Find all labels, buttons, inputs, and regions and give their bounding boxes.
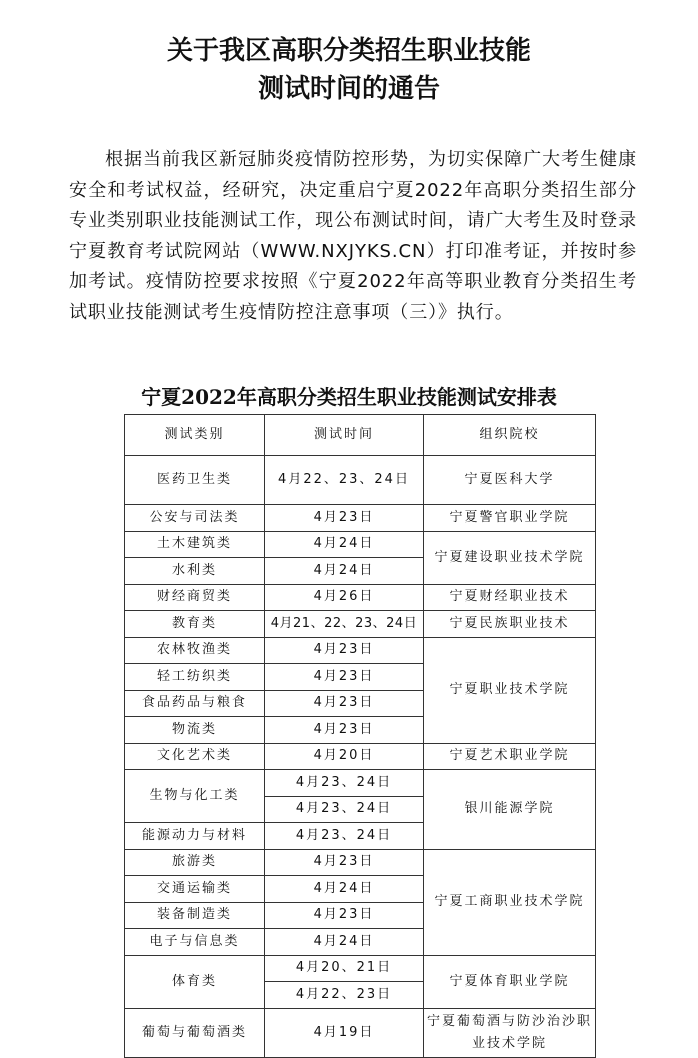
time-cell: 4月23日 [265,690,424,717]
category-cell: 土木建筑类 [125,531,265,558]
school-cell: 宁夏体育职业学院 [424,955,596,1008]
category-cell: 财经商贸类 [125,584,265,611]
category-cell: 电子与信息类 [125,929,265,956]
time-cell: 4月23、24日 [265,823,424,850]
category-cell: 食品药品与粮食 [125,690,265,717]
table-row [125,955,596,982]
school-cell: 宁夏民族职业技术 [424,611,596,638]
category-cell: 轻工纺织类 [125,664,265,691]
category-cell: 物流类 [125,717,265,744]
notice-title-line1: 关于我区高职分类招生职业技能 [166,36,531,66]
category-cell: 装备制造类 [125,902,265,929]
table-row [125,505,596,532]
header-category: 测试类别 [125,415,265,456]
category-cell: 文化艺术类 [125,743,265,770]
school-cell: 银川能源学院 [424,770,596,850]
time-cell: 4月20、21日 [265,955,424,982]
school-cell: 宁夏财经职业技术 [424,584,596,611]
category-cell: 生物与化工类 [125,770,265,823]
schedule-table [124,414,596,1058]
category-cell: 交通运输类 [125,876,265,903]
table-row [125,456,596,505]
category-cell: 葡萄与葡萄酒类 [125,1008,265,1057]
table-row [125,743,596,770]
category-cell: 公安与司法类 [125,505,265,532]
table-row [125,849,596,876]
time-cell: 4月23日 [265,664,424,691]
school-cell: 宁夏建设职业技术学院 [424,531,596,584]
time-cell: 4月23日 [265,902,424,929]
time-cell: 4月23、24日 [265,796,424,823]
table-row [125,584,596,611]
table-title: 宁夏2022年高职分类招生职业技能测试安排表 [141,385,557,409]
time-cell: 4月22、23日 [265,982,424,1009]
category-cell: 旅游类 [125,849,265,876]
category-cell: 能源动力与材料 [125,823,265,850]
time-cell: 4月21、22、23、24日 [265,611,424,638]
table-row [125,1008,596,1057]
header-time: 测试时间 [265,415,424,456]
category-cell: 医药卫生类 [125,456,265,505]
time-cell: 4月22、23、24日 [265,456,424,505]
school-cell: 宁夏工商职业技术学院 [424,849,596,955]
time-cell: 4月19日 [265,1008,424,1057]
notice-paragraph: 根据当前我区新冠肺炎疫情防控形势，为切实保障广大考生健康安全和考试权益，经研究，决定重启宁夏2022年高职分类招生部分专业类别职业技能测试工作，现公布测试时间，请广大考生及时登录宁夏教育考试院网站（WWW.NXJYKS.CN）打印准考证，并按时参加考试。疫情防控要求按照《宁夏2022年高等职业教育分类招生考试职业技能测试考生疫情防控注意事项（三）》执行。 [69,149,637,323]
school-cell: 宁夏医科大学 [424,456,596,505]
school-cell: 宁夏警官职业学院 [424,505,596,532]
table-row [125,770,596,797]
category-cell: 水利类 [125,558,265,585]
time-cell: 4月24日 [265,558,424,585]
time-cell: 4月23日 [265,717,424,744]
time-cell: 4月20日 [265,743,424,770]
category-cell: 农林牧渔类 [125,637,265,664]
table-row [125,637,596,664]
time-cell: 4月26日 [265,584,424,611]
time-cell: 4月23日 [265,849,424,876]
time-cell: 4月24日 [265,929,424,956]
category-cell: 体育类 [125,955,265,1008]
table-row [125,611,596,638]
time-cell: 4月23日 [265,505,424,532]
time-cell: 4月23、24日 [265,770,424,797]
time-cell: 4月23日 [265,637,424,664]
school-cell: 宁夏艺术职业学院 [424,743,596,770]
time-cell: 4月24日 [265,531,424,558]
header-school: 组织院校 [424,415,596,456]
school-cell: 宁夏葡萄酒与防沙治沙职业技术学院 [424,1008,596,1057]
time-cell: 4月24日 [265,876,424,903]
category-cell: 教育类 [125,611,265,638]
table-header-row [125,415,596,456]
school-cell: 宁夏职业技术学院 [424,637,596,743]
table-row [125,531,596,558]
notice-title-line2: 测试时间的通告 [257,74,440,104]
